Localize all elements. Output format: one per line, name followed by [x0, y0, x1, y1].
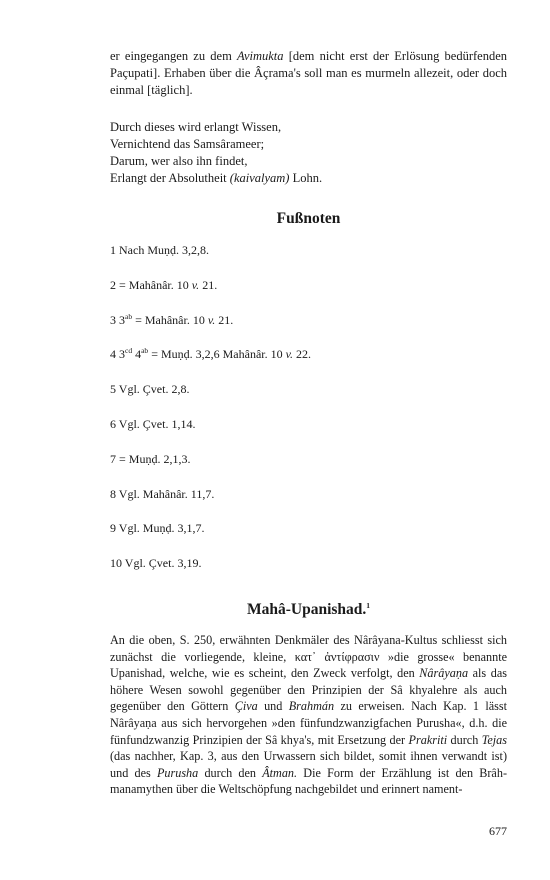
footnote-4-text-a: 4 3 [110, 347, 125, 362]
intro-text-und: und [257, 699, 289, 714]
footnote-3-emphasis: v. [207, 312, 216, 327]
footnote-4-text-b: 4 [132, 347, 142, 362]
verse-line-1: Durch dieses wird erlangt Wissen, [110, 120, 282, 134]
footnote-2-text-a: 2 = Mahânâr. 10 [110, 277, 192, 292]
section-heading [110, 600, 507, 620]
intro-text-6: Die Form der Erzählung ist den Brâhmanamythen über die Weltschöpfung nachgebildet und erinnert nament- [110, 765, 507, 797]
verse-line-4 [110, 170, 507, 187]
page-body [110, 48, 507, 798]
footnote-item-5: 5 Vgl. Çvet. 2,8. [110, 382, 190, 397]
top-paragraph-text-2: [dem nicht erst der Erlösung bedürfenden Paçupati]. Erhaben über die Âçrama's soll man es murmeln allezeit, oder doch einmal [täglich]. [110, 49, 507, 97]
footnote-4-superscript-2: ab [141, 346, 149, 356]
footnote-item-3 [110, 312, 507, 347]
intro-emphasis-brahman: Brahmán [288, 699, 335, 714]
footnote-item-4 [110, 346, 507, 381]
verse-block [110, 119, 507, 187]
footnote-list [110, 242, 507, 590]
footnote-4-text-c: = Muṇḍ. 3,2,6 Mahânâr. 10 [148, 347, 286, 362]
footnote-4-emphasis: v. [285, 347, 294, 362]
footnote-item-1: 1 Nach Muṇḍ. 3,2,8. [110, 243, 209, 257]
footnote-item-7: 7 = Muṇḍ. 2,1,3. [110, 451, 191, 466]
top-paragraph-emphasis: Avimukta [237, 49, 284, 63]
intro-greek-phrase: κατ᾽ ἀντίφρασιν [294, 649, 380, 664]
footnote-item-8: 8 Vgl. Mahânâr. 11,7. [110, 486, 215, 501]
intro-text-5: (das nachher, Kap. 3, aus den Urwassern sich bildet, somit ihnen verwandt ist) und des [110, 749, 507, 780]
intro-text-durch-1: durch [447, 732, 482, 747]
verse-line-2: Vernichtend das Samsârameer; [110, 137, 265, 151]
footnote-item-10: 10 Vgl. Çvet. 3,19. [110, 556, 202, 571]
intro-text-1: An die oben, S. 250, erwähnten Denkmäler des Nârâyana-Kultus schliesst sich zunächst die vorliegende, kleine, [110, 632, 507, 664]
intro-emphasis-prakriti: Prakriti [408, 732, 448, 747]
footnote-3-text-b: = Mahânâr. 10 [132, 312, 208, 327]
page-number: 677 [489, 824, 507, 838]
footnote-3-superscript: ab [125, 311, 133, 321]
footnote-item-6: 6 Vgl. Çvet. 1,14. [110, 416, 196, 431]
footnotes-heading: Fußnoten [276, 210, 341, 227]
top-paragraph [110, 48, 507, 99]
intro-emphasis-atman: Âtman. [262, 765, 298, 780]
verse-line-3: Darum, wer also ihn findet, [110, 154, 248, 168]
footnote-4-superscript-1: cd [125, 346, 133, 356]
intro-emphasis-narayana: Nârâyaṇa [419, 666, 469, 681]
top-paragraph-text-1: er eingegangen zu dem [110, 49, 237, 63]
intro-text-3: als das höhere Wesen sowohl gegenüber den Prinzipien der Sâ khyalehre als auch gegenüber den Göttern [110, 666, 507, 714]
footnote-3-text-a: 3 3 [110, 312, 125, 327]
footnote-item-9: 9 Vgl. Muṇḍ. 3,1,7. [110, 521, 205, 536]
intro-emphasis-tejas: Tejas [481, 732, 507, 747]
intro-paragraph [110, 632, 507, 798]
intro-emphasis-purusha: Purusha [156, 765, 199, 780]
verse-line-4-text-a: Erlangt der Absolutheit [110, 171, 230, 185]
footnote-2-emphasis: v. [191, 277, 200, 292]
verse-line-4-emphasis: (kaivalyam) [229, 171, 290, 185]
footnote-3-text-c: 21. [215, 312, 234, 327]
intro-emphasis-civa: Çiva [234, 699, 258, 714]
intro-text-4: zu erweisen. Nach Kap. 1 lässt Nârâyaṇa aus sich hervorgehen »den fünfundzwanzigfachen Purusha«, d.h. die fünfundzwanzig Prinzipien der Sâ khya's, mit Ersetzung der [110, 699, 507, 747]
footnote-item-2 [110, 277, 507, 312]
intro-text-2: »die grosse« benannte Upanishad, welche, wie es scheint, den Zweck verfolgt, den [110, 649, 508, 681]
intro-text-durch-2: durch den [198, 765, 263, 780]
footnote-2-text-b: 21. [199, 277, 218, 292]
verse-line-4-text-b: Lohn. [289, 171, 323, 185]
section-heading-footnote-mark: 1 [366, 600, 371, 610]
section-heading-text: Mahâ-Upanishad. [246, 600, 367, 618]
footnote-4-text-d: 22. [293, 347, 312, 362]
